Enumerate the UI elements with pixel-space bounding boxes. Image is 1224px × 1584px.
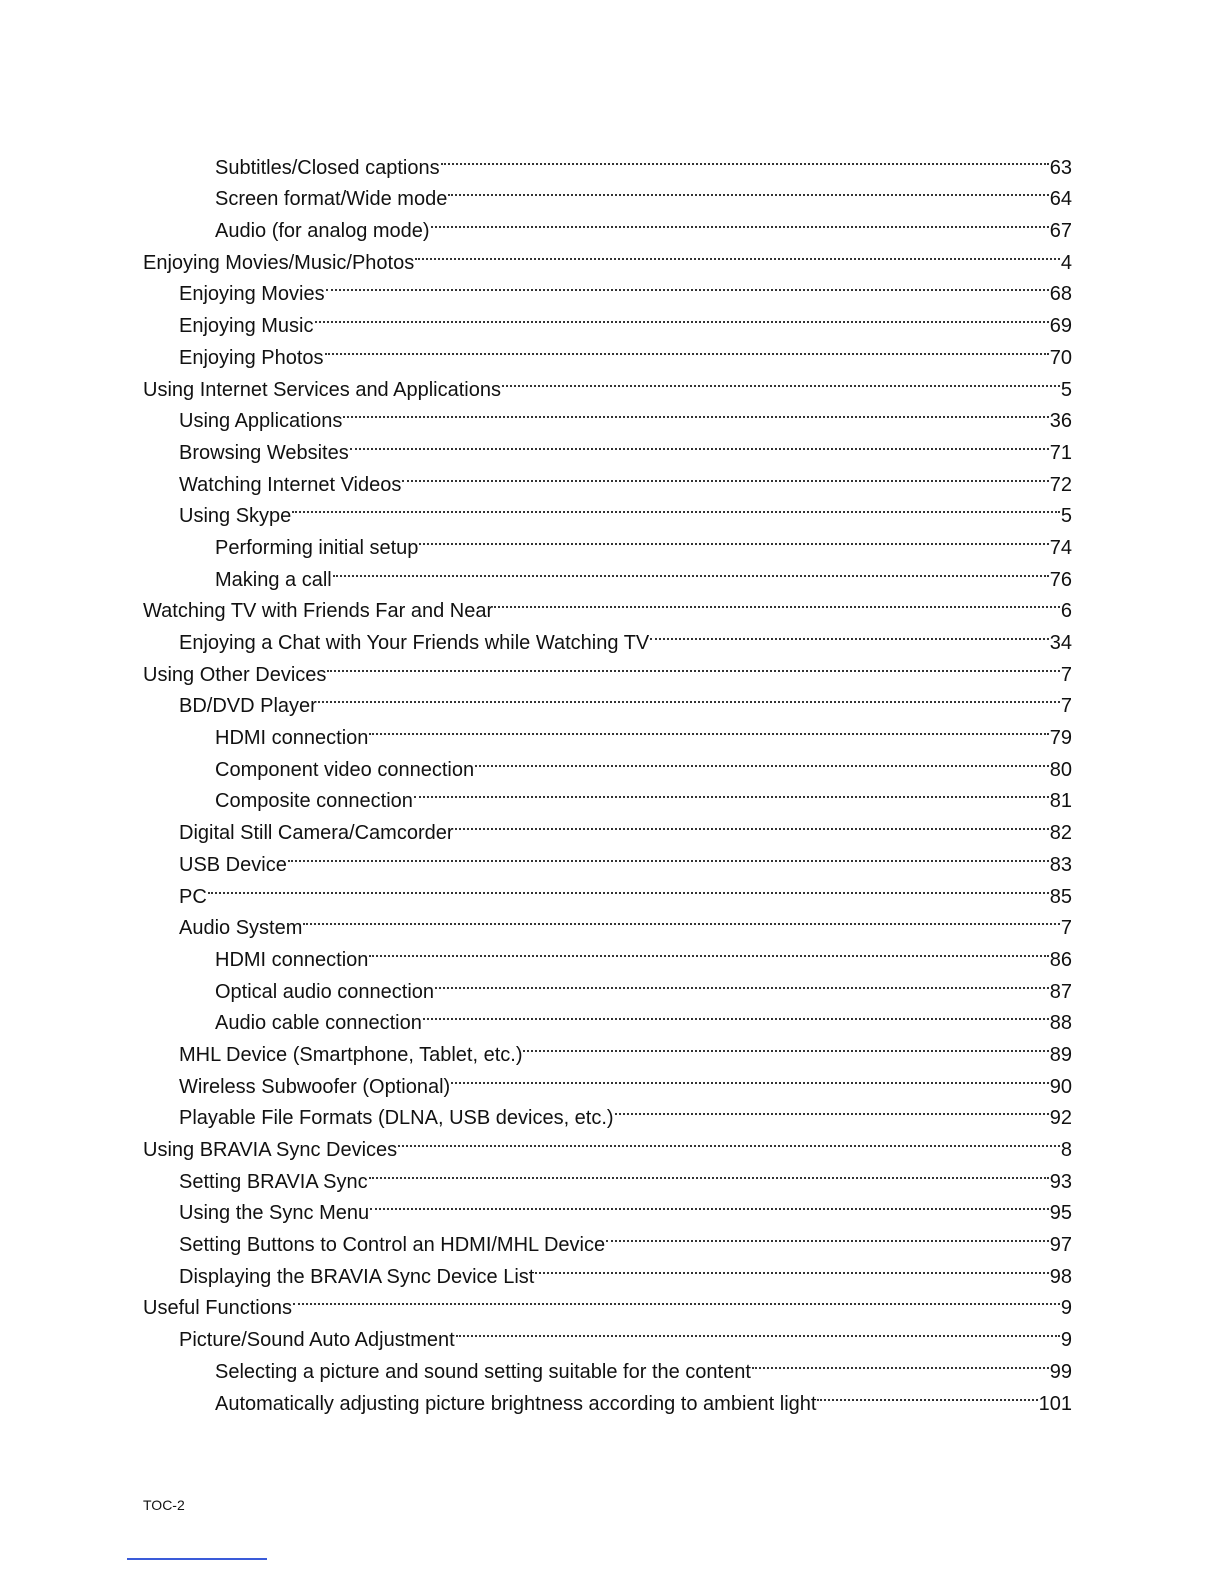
dot-leader <box>315 300 1049 332</box>
toc-entry-title: Setting Buttons to Control an HDMI/MHL Device <box>179 1234 606 1257</box>
toc-entry-page-number: 9 <box>1060 1297 1072 1320</box>
toc-entry-title: Using BRAVIA Sync Devices <box>143 1139 398 1161</box>
toc-entry-page-number: 88 <box>1049 1012 1072 1035</box>
toc-entry-title: HDMI connection <box>215 948 369 971</box>
toc-entry-title: Composite connection <box>215 790 413 813</box>
toc-entry-title: Subtitles/Closed captions <box>215 156 440 179</box>
dot-leader <box>288 839 1049 871</box>
toc-entry-title: Enjoying a Chat with Your Friends while Watching TV <box>179 632 650 654</box>
toc-entry-page-number: 95 <box>1049 1202 1072 1225</box>
toc-entry-page-number: 67 <box>1049 220 1072 243</box>
dot-leader <box>502 364 1060 396</box>
toc-entry-page-number: 36 <box>1049 410 1072 433</box>
dot-leader <box>208 871 1049 903</box>
toc-entry-page-number: 93 <box>1049 1170 1072 1193</box>
toc-entry[interactable] <box>143 142 1072 179</box>
toc-entry-page-number: 7 <box>1060 917 1072 940</box>
toc-entry-page-number: 68 <box>1049 283 1072 306</box>
toc-entry-title: Playable File Formats (DLNA, USB devices, etc.) <box>179 1107 614 1130</box>
toc-entry-title: Wireless Subwoofer (Optional) <box>179 1075 451 1098</box>
toc-entry-title: Screen format/Wide mode <box>215 188 448 211</box>
toc-entry-page-number: 80 <box>1049 758 1072 781</box>
toc-entry-title: Useful Functions <box>143 1297 292 1320</box>
toc-entry-title: Optical audio connection <box>215 980 435 1003</box>
toc-entry[interactable] <box>143 871 1072 908</box>
toc-entry-page-number: 92 <box>1049 1107 1072 1130</box>
dot-leader <box>455 807 1049 839</box>
toc-entry-title: USB Device <box>179 853 287 876</box>
dot-leader <box>817 1378 1037 1410</box>
dot-leader <box>441 142 1049 174</box>
toc-entry-page-number: 79 <box>1049 727 1072 750</box>
toc-entry-title: Enjoying Movies/Music/Photos <box>143 251 415 274</box>
toc-entry-title: Enjoying Music <box>179 315 314 338</box>
toc-entry-page-number: 9 <box>1060 1329 1072 1352</box>
footer-link-underline[interactable] <box>127 1558 267 1560</box>
toc-entry-page-number: 70 <box>1049 346 1072 369</box>
dot-leader <box>369 1156 1049 1188</box>
toc-entry-page-number: 7 <box>1060 663 1072 686</box>
dot-leader <box>606 1219 1049 1251</box>
toc-entry-page-number: 82 <box>1049 822 1072 845</box>
toc-entry-page-number: 87 <box>1049 980 1072 1003</box>
toc-entry-page-number: 86 <box>1049 948 1072 971</box>
dot-leader <box>419 522 1048 554</box>
toc-entry-page-number: 69 <box>1049 315 1072 338</box>
dot-leader <box>435 966 1049 998</box>
dot-leader <box>303 903 1059 935</box>
dot-leader <box>535 1251 1048 1283</box>
dot-leader <box>325 332 1049 364</box>
toc-entry-title: MHL Device (Smartphone, Tablet, etc.) <box>179 1043 523 1066</box>
dot-leader <box>494 586 1060 618</box>
dot-leader <box>292 491 1060 523</box>
toc-entry-title: Using Applications <box>179 410 343 433</box>
toc-entry-page-number: 5 <box>1060 505 1072 528</box>
dot-leader <box>451 1061 1049 1093</box>
toc-entry-page-number: 72 <box>1049 473 1072 496</box>
toc-entry-page-number: 74 <box>1049 536 1072 559</box>
dot-leader <box>431 205 1049 237</box>
toc-entry-title: Automatically adjusting picture brightness according to ambient light <box>215 1392 817 1415</box>
toc-entry-title: Using Internet Services and Applications <box>143 378 501 401</box>
toc-entry-page-number: 98 <box>1049 1265 1072 1288</box>
toc-entry-title: Component video connection <box>215 758 475 781</box>
toc-entry-page-number: 64 <box>1049 188 1072 211</box>
toc-entry-title: HDMI connection <box>215 727 369 750</box>
toc-entry-title: Audio System <box>179 917 303 940</box>
dot-leader <box>343 396 1048 428</box>
dot-leader <box>615 1093 1049 1125</box>
toc-entry-page-number: 5 <box>1060 378 1072 401</box>
toc-entry-title: Enjoying Movies <box>179 283 325 306</box>
table-of-contents <box>143 142 1072 1415</box>
toc-entry-title: Browsing Websites <box>179 441 349 464</box>
toc-entry-page-number: 34 <box>1049 632 1072 654</box>
toc-entry-page-number: 6 <box>1060 600 1072 623</box>
dot-leader <box>650 617 1049 649</box>
toc-entry-title: Setting BRAVIA Sync <box>179 1170 368 1193</box>
dot-leader <box>415 237 1060 269</box>
dot-leader <box>752 1346 1049 1378</box>
toc-entry-title: Performing initial setup <box>215 536 419 559</box>
toc-entry-page-number: 97 <box>1049 1234 1072 1257</box>
toc-entry-page-number: 89 <box>1049 1043 1072 1066</box>
toc-entry-page-number: 99 <box>1049 1360 1072 1383</box>
toc-entry-title: Watching TV with Friends Far and Near <box>143 600 494 623</box>
dot-leader <box>523 1029 1048 1061</box>
toc-entry-title: Using the Sync Menu <box>179 1202 370 1225</box>
dot-leader <box>402 459 1048 491</box>
toc-entry-title: Audio (for analog mode) <box>215 220 430 243</box>
dot-leader <box>423 998 1049 1030</box>
toc-entry-title: Selecting a picture and sound setting suitable for the content <box>215 1360 751 1383</box>
toc-entry-page-number: 83 <box>1049 853 1072 876</box>
toc-entry-page-number: 8 <box>1060 1139 1072 1161</box>
dot-leader <box>327 649 1059 681</box>
toc-entry-title: PC <box>179 885 207 908</box>
dot-leader <box>414 776 1049 808</box>
dot-leader <box>293 1283 1060 1315</box>
toc-entry-page-number: 7 <box>1060 695 1072 718</box>
toc-entry-page-number: 85 <box>1049 885 1072 908</box>
dot-leader <box>318 681 1060 713</box>
dot-leader <box>350 427 1049 459</box>
dot-leader <box>475 744 1049 776</box>
toc-entry-page-number: 81 <box>1049 790 1072 813</box>
toc-entry-title: Watching Internet Videos <box>179 473 402 496</box>
toc-entry[interactable] <box>143 903 1072 940</box>
toc-entry-page-number: 90 <box>1049 1075 1072 1098</box>
toc-entry-title: Enjoying Photos <box>179 346 324 369</box>
dot-leader <box>456 1314 1060 1346</box>
toc-entry-title: BD/DVD Player <box>179 695 317 718</box>
toc-entry-title: Making a call <box>215 568 332 591</box>
toc-entry-title: Using Skype <box>179 505 292 528</box>
toc-entry-page-number: 101 <box>1038 1392 1072 1415</box>
toc-entry-title: Using Other Devices <box>143 663 327 686</box>
toc-entry-title: Audio cable connection <box>215 1012 422 1035</box>
dot-leader <box>333 554 1049 586</box>
dot-leader <box>369 934 1048 966</box>
toc-entry-page-number: 63 <box>1049 156 1072 179</box>
page-number: TOC-2 <box>143 1497 185 1513</box>
toc-entry-title: Digital Still Camera/Camcorder <box>179 822 454 845</box>
dot-leader <box>398 1124 1060 1156</box>
toc-entry-page-number: 76 <box>1049 568 1072 591</box>
toc-entry-title: Picture/Sound Auto Adjustment <box>179 1329 455 1352</box>
dot-leader <box>369 712 1048 744</box>
dot-leader <box>370 1188 1049 1220</box>
toc-entry-page-number: 4 <box>1060 251 1072 274</box>
dot-leader <box>326 269 1049 301</box>
toc-entry-title: Displaying the BRAVIA Sync Device List <box>179 1265 535 1288</box>
toc-entry-page-number: 71 <box>1049 441 1072 464</box>
dot-leader <box>448 174 1048 206</box>
